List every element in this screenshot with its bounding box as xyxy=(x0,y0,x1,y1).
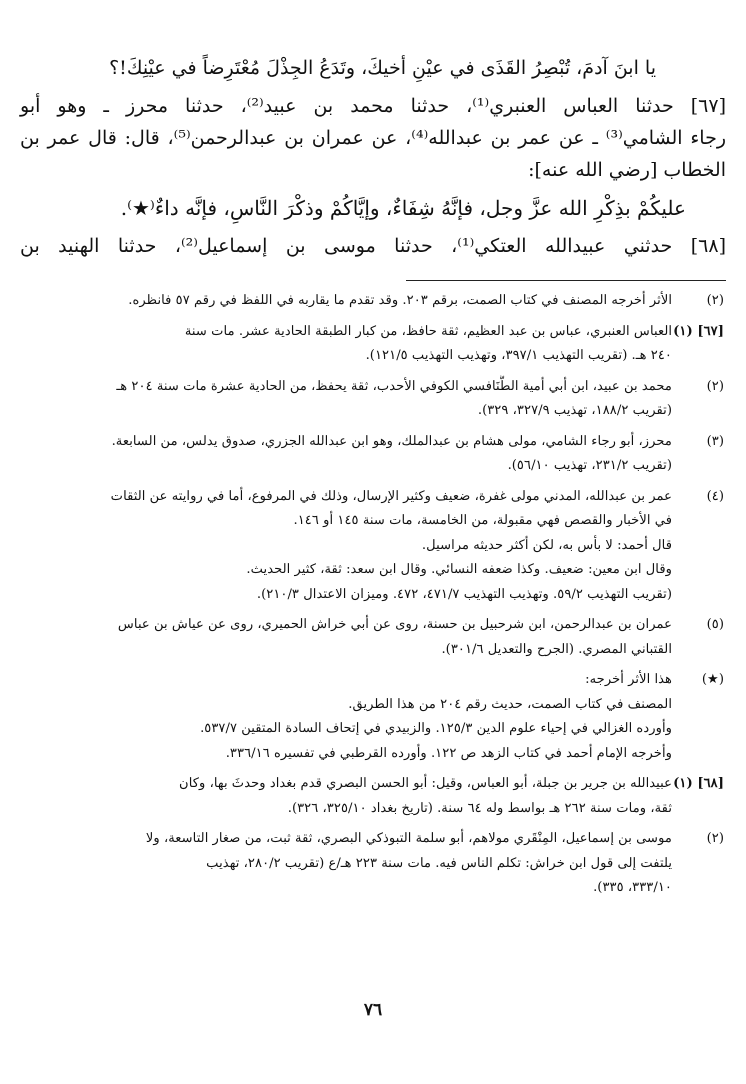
footnote-body xyxy=(20,613,672,662)
footnote-line: عمران بن عبدالرحمن، ابن شرحبيل بن حسنة، روى عن أبي خراش الحميري، روى عن عياش بن عباس xyxy=(117,617,672,632)
footnote-body xyxy=(20,485,672,608)
footnote-line: القتباني المصري. (الجرح والتعديل ٣٠١/٦). xyxy=(441,641,672,657)
footnote-body xyxy=(20,430,672,479)
footnote-line: يلتفت إلى قول ابن خراش: تكلم الناس فيه. مات سنة ٢٢٣ هـ/ع (تقريب ٢٨٠/٢، تهذيب xyxy=(206,855,672,871)
p67-line-1: [٦٧] حدثنا العباس العنبري⁽¹⁾، حدثنا محمد بن عبيد⁽²⁾، حدثنا محرز ـ وهو أبو xyxy=(20,95,726,117)
footnote-line: وأخرجه الإمام أحمد في كتاب الزهد ص ١٢٢. وأورده القرطبي في تفسيره ٣٣٦/١٦. xyxy=(225,745,672,761)
footnote-line: قال أحمد: لا بأس به، لكن أكثر حديثه مراسيل. xyxy=(421,537,672,553)
footnote-marker: (٤) xyxy=(706,488,724,504)
footnote-marker: [٦٧] (١) xyxy=(673,323,724,339)
footnote-line: ثقة، ومات سنة ٢٦٢ هـ بواسط وله ٦٤ سنة. (تاريخ بغداد ٣٢٥/١٠، ٣٢٦). xyxy=(287,800,672,816)
footnote-line: (تقريب ١٨٨/٢، تهذيب ٣٢٧/٩، ٣٢٩). xyxy=(477,403,672,418)
footnote xyxy=(20,772,726,821)
p67-line-3: الخطاب [رضي الله عنه]: xyxy=(528,159,726,181)
footnote-marker: (٢) xyxy=(706,293,724,308)
footnote-marker: (★) xyxy=(701,672,724,687)
p67-line-2: رجاء الشامي⁽³⁾ ـ عن عمر بن عبدالله⁽⁴⁾، عن عمران بن عبدالرحمن⁽⁵⁾، قال: قال عمر بن xyxy=(20,127,727,149)
footnote-line: (تقريب التهذيب ٥٩/٢. وتهذيب التهذيب ٤٧١/٧، ٤٧٢. وميزان الاعتدال ٢١٠/٣). xyxy=(256,586,672,602)
footnote-marker: (٣) xyxy=(706,433,724,449)
footnote xyxy=(20,375,726,424)
footnote xyxy=(20,289,726,314)
footnote-line: عمر بن عبدالله، المدني مولى غفرة، ضعيف وكثير الإرسال، وذلك في المرفوع، أما في روايته عن الثقات xyxy=(110,488,672,504)
footnote xyxy=(20,485,726,608)
footnote-line: ٣٣٣/١٠، ٣٣٥). xyxy=(593,880,672,895)
footnote-body xyxy=(20,289,672,314)
footnote-body xyxy=(20,375,672,424)
page-number: ٧٦ xyxy=(363,1000,383,1020)
footnotes xyxy=(20,289,726,901)
footnote-line: (تقريب ٢٣١/٢، تهذيب ٥٦/١٠). xyxy=(507,458,672,473)
footnote-body xyxy=(20,772,672,821)
footnote xyxy=(20,320,726,369)
footnote-line: العباس العنبري، عباس بن عبد العظيم، ثقة حافظ، من كبار الطبقة الحادية عشر. مات سنة xyxy=(184,323,672,339)
footnote xyxy=(20,430,726,479)
footnote-line: وأورده الغزالي في إحياء علوم الدين ١٢٥/٣. والزبيدي في إتحاف السادة المتقين ٥٣٧/٧. xyxy=(200,721,672,736)
p68-line-1: [٦٨] حدثني عبيدالله العتكي⁽¹⁾، حدثنا موسى بن إسماعيل⁽²⁾، حدثنا الهنيد بن xyxy=(20,235,726,257)
quote-line: عليكُمْ بذِكْرِ الله عزَّ وجل، فإنَّهُ شِفَاءٌ، وإيَّاكُمْ وذكْرَ النَّاسِ، فإنَّه داءٌ⁽★⁾. xyxy=(120,196,686,220)
footnote-body xyxy=(20,320,672,369)
footnote-line: وقال ابن معين: ضعيف. وكذا ضعفه النسائي. وقال ابن سعد: ثقة، كثير الحديث. xyxy=(246,562,672,577)
footnote xyxy=(20,668,726,766)
footnote-body xyxy=(20,668,672,766)
footnote-divider xyxy=(406,280,726,281)
footnote-marker: (٢) xyxy=(706,378,724,394)
footnote-line: الأثر أخرجه المصنف في كتاب الصمت، برقم ٢٠٣. وقد تقدم ما يقاربه في اللفظ في رقم ٥٧ فانظره. xyxy=(128,293,672,308)
page-body xyxy=(20,52,726,901)
footnote-line: موسى بن إسماعيل، المِنْقَري مولاهم، أبو سلمة التبوذكي البصري، ثقة ثبت، من صغار التاسعة، ولا xyxy=(145,831,672,846)
footnote xyxy=(20,827,726,901)
footnote-marker: (٥) xyxy=(706,617,724,632)
footnote-line: ٢٤٠ هـ. (تقريب التهذيب ٣٩٧/١، وتهذيب التهذيب ١٢١/٥). xyxy=(365,348,672,363)
footnote-line: عبيدالله بن جرير بن جبلة، أبو العباس، وقيل: أبو الحسن البصري قدم بغداد وحدثَ بها، وكان xyxy=(179,776,672,791)
footnote-marker: (٢) xyxy=(706,831,724,846)
footnote xyxy=(20,613,726,662)
footnote-line: محمد بن عبيد، ابن أبي أمية الطَّنَافسي الكوفي الأحدب، ثقة يحفظ، من الحادية عشرة مات سنة ٢٠٤ هـ xyxy=(116,378,672,394)
intro-line: يا ابنَ آدمَ، تُبْصِرُ القَذَى في عيْنِ أخيكَ، وتَدَعُ الجِذْلَ مُعْتَرِضاً في عيْنِكَ!؟ xyxy=(109,57,656,79)
footnote-marker: [٦٨] (١) xyxy=(673,776,724,791)
footnote-line: في الأخبار والقصص فهي مقبولة، من الخامسة، مات سنة ١٤٥ أو ١٤٦. xyxy=(293,513,672,528)
footnote-line: هذا الأثر أخرجه: xyxy=(585,672,672,687)
footnote-body xyxy=(20,827,672,901)
main-text xyxy=(20,52,726,262)
paragraph-67 xyxy=(20,90,726,186)
footnote-line: المصنف في كتاب الصمت، حديث رقم ٢٠٤ من هذا الطريق. xyxy=(348,696,672,712)
footnote-line: محرز، أبو رجاء الشامي، مولى هشام بن عبدالملك، وهو ابن عبدالله الجزري، صدوق يدلس، من السابعة. xyxy=(111,433,672,449)
